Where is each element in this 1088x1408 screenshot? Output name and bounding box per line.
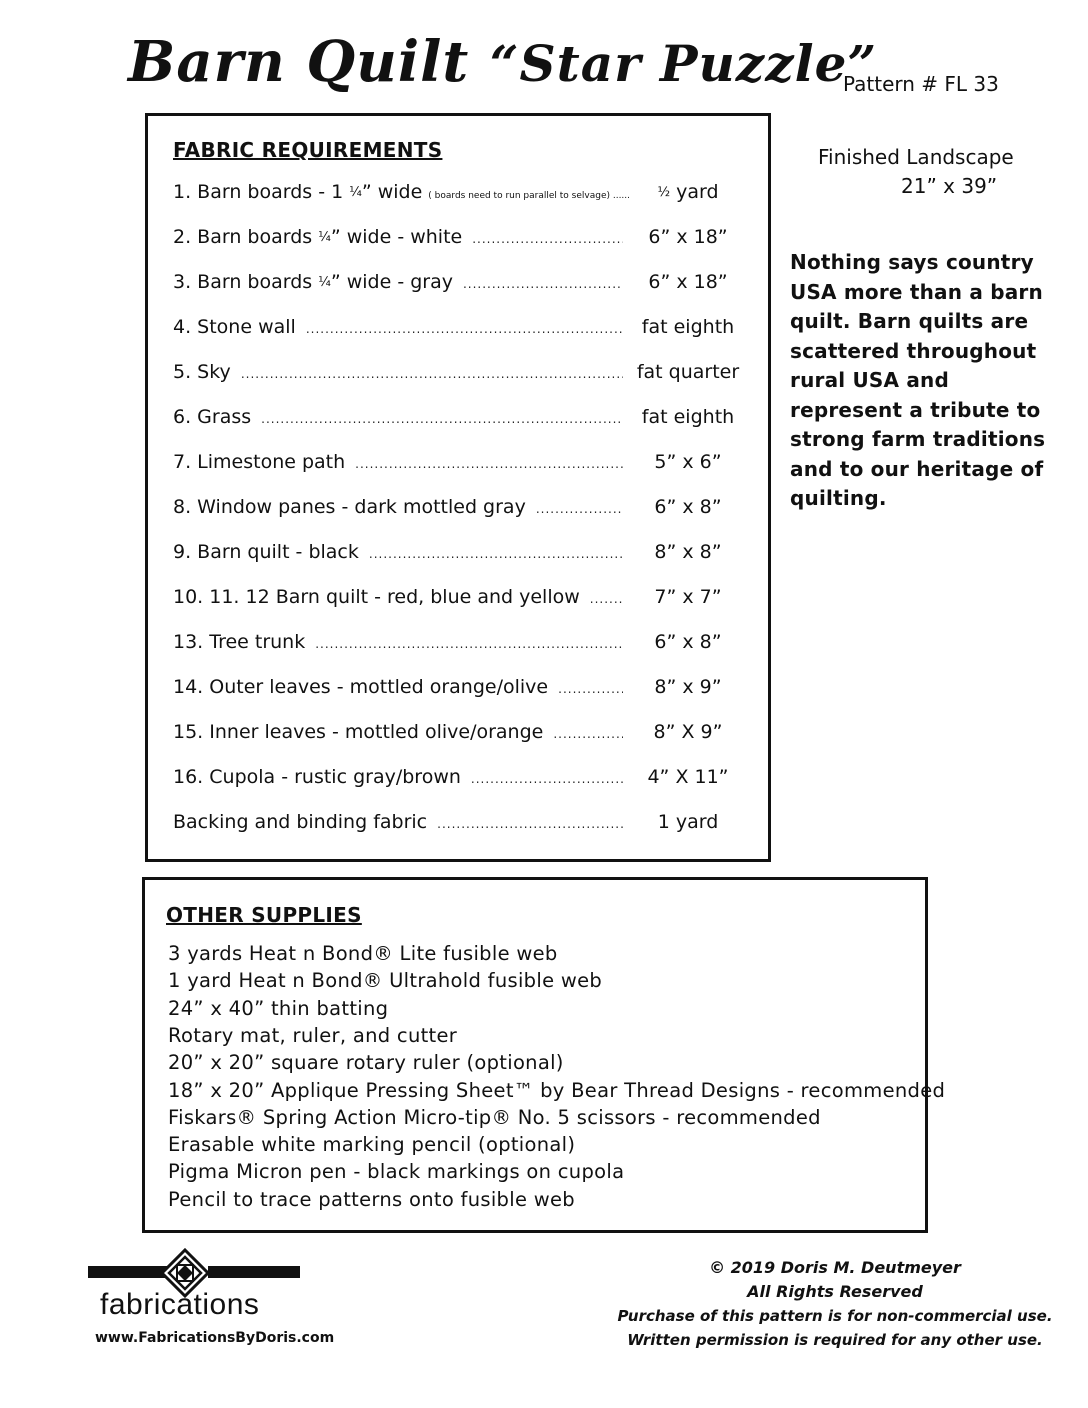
fabric-item	[173, 811, 743, 841]
supply-item: Pigma Micron pen - black markings on cupola	[168, 1160, 625, 1184]
fabric-item-label	[173, 586, 580, 608]
dot-leader	[315, 637, 623, 651]
quantity-value: 1 yard	[657, 811, 719, 833]
fabric-item-label	[173, 361, 231, 383]
quantity-value: fat eighth	[641, 406, 735, 428]
quantity-value: yard	[670, 181, 719, 203]
supply-item: 3 yards Heat n Bond® Lite fusible web	[168, 942, 558, 965]
fabric-item-fraction: ¼	[318, 275, 331, 290]
dot-leader	[306, 322, 623, 336]
fabric-item-label	[173, 541, 359, 563]
dot-leader	[536, 502, 623, 516]
fabric-item	[173, 496, 743, 526]
fabric-item-quantity	[633, 811, 743, 833]
fabric-item-quantity	[633, 451, 743, 473]
supply-item: 20” x 20” square rotary ruler (optional)	[168, 1051, 564, 1075]
fabric-item-name: Backing and binding fabric	[173, 811, 428, 833]
fabric-item	[173, 181, 743, 211]
use-note-2: Written permission is required for any other use.	[627, 1331, 1043, 1349]
fabric-item-label	[173, 766, 461, 788]
dot-leader	[369, 547, 623, 561]
fabric-item-label	[173, 496, 526, 518]
fabric-item-detail: ” wide - white	[330, 226, 463, 248]
quantity-value: 8” x 8”	[654, 541, 722, 563]
fabric-item-quantity	[633, 676, 743, 698]
supplies-heading: OTHER SUPPLIES	[166, 903, 362, 927]
quantity-value: 6” x 18”	[648, 226, 728, 248]
quantity-value: 8” x 9”	[654, 676, 722, 698]
supply-item: Pencil to trace patterns onto fusible web	[168, 1187, 575, 1211]
fabric-item	[173, 721, 743, 751]
fabric-item-label	[173, 451, 345, 473]
fabric-item-label	[173, 271, 453, 293]
fabric-item-name: 10. 11. 12 Barn quilt - red, blue and yellow	[173, 586, 580, 608]
fabric-item-name: 16. Cupola - rustic gray/brown	[173, 766, 461, 788]
logo-bar-right	[208, 1266, 300, 1278]
fabric-item-quantity	[633, 361, 743, 383]
fabric-item	[173, 226, 743, 256]
quantity-value: 4” X 11”	[647, 766, 729, 788]
quantity-value: 6” x 18”	[648, 271, 728, 293]
quantity-value: 7” x 7”	[654, 586, 722, 608]
pattern-number: Pattern # FL 33	[843, 72, 999, 96]
quantity-value: 6” x 8”	[654, 496, 722, 518]
copyright-block	[615, 1256, 1055, 1352]
quantity-value: fat quarter	[636, 361, 740, 383]
fabric-item-quantity	[633, 271, 743, 293]
fabric-item-label	[173, 316, 296, 338]
brand-url[interactable]: www.FabricationsByDoris.com	[95, 1330, 335, 1346]
fabric-item-name: 8. Window panes - dark mottled gray	[173, 496, 526, 518]
copyright-line: © 2019 Doris M. Deutmeyer	[709, 1258, 961, 1277]
fabric-item	[173, 271, 743, 301]
fabric-item-name: 1. Barn boards - 1	[173, 181, 350, 203]
dot-leader	[355, 457, 623, 471]
title-main: Barn Quilt	[128, 29, 470, 95]
fabric-item-name: 5. Sky	[173, 361, 231, 383]
fabric-item-fraction: ¼	[318, 230, 331, 245]
supply-item: Rotary mat, ruler, and cutter	[168, 1023, 458, 1047]
quantity-value: 8” X 9”	[653, 721, 723, 743]
brand-name: fabrications	[100, 1288, 260, 1321]
supply-item: 18” x 20” Applique Pressing Sheet™ by Bear Thread Designs - recommended	[168, 1078, 946, 1102]
dot-leader	[558, 682, 623, 696]
fabric-item	[173, 361, 743, 391]
fabric-item-quantity	[633, 586, 743, 608]
dot-leader	[463, 277, 623, 291]
fabric-item-name: 3. Barn boards	[173, 271, 319, 293]
fabric-item-quantity	[633, 406, 743, 428]
dot-leader	[261, 412, 623, 426]
dot-leader	[472, 232, 623, 246]
supply-item: 24” x 40” thin batting	[168, 996, 389, 1020]
dot-leader	[471, 772, 623, 786]
fabric-item	[173, 586, 743, 616]
fabric-item-quantity	[633, 721, 743, 743]
fabric-item-label	[173, 721, 543, 743]
finished-label: Finished Landscape	[818, 145, 1014, 169]
fabric-item-label	[173, 406, 251, 428]
fabric-item-quantity	[633, 541, 743, 563]
dot-leader	[241, 367, 623, 381]
description-blurb: Nothing says country USA more than a barn quilt. Barn quilts are scattered throughout rural USA and represent a tribute to strong farm traditions and to our heritage of quilting.	[790, 250, 1046, 510]
fabric-item-name: 7. Limestone path	[173, 451, 346, 473]
fabric-item-label	[173, 226, 462, 248]
fabric-item	[173, 406, 743, 436]
supply-item: Fiskars® Spring Action Micro-tip® No. 5 scissors - recommended	[168, 1105, 821, 1129]
fabric-item	[173, 541, 743, 571]
fabric-item-fraction: ¼	[349, 185, 362, 200]
quantity-value: fat eighth	[641, 316, 735, 338]
use-note-1: Purchase of this pattern is for non-commercial use.	[617, 1307, 1053, 1325]
fabric-item-quantity	[633, 496, 743, 518]
fabric-item-label	[173, 631, 305, 653]
finished-dims: 21” x 39”	[901, 174, 998, 198]
dot-leader	[553, 727, 623, 741]
rights-line: All Rights Reserved	[747, 1282, 923, 1301]
quantity-value: 5” x 6”	[654, 451, 722, 473]
fabric-item-label	[173, 181, 422, 203]
fabric-item-name: 6. Grass	[173, 406, 252, 428]
fabric-item-quantity	[633, 226, 743, 248]
finished-size	[818, 143, 1014, 201]
fabric-item	[173, 316, 743, 346]
dot-leader	[437, 817, 623, 831]
fabric-item-note: ( boards need to run parallel to selvage) ......	[428, 191, 631, 201]
fabric-item-quantity	[633, 181, 743, 203]
fabric-item-quantity	[633, 316, 743, 338]
quantity-value: 6” x 8”	[654, 631, 722, 653]
fabric-item-detail: ” wide	[361, 181, 423, 203]
fabric-item-name: 4. Stone wall	[173, 316, 296, 338]
quantity-fraction: ½	[657, 185, 671, 200]
supply-item: Erasable white marking pencil (optional)	[168, 1133, 576, 1157]
fabric-item-label	[173, 811, 427, 833]
fabric-item-name: 14. Outer leaves - mottled orange/olive	[173, 676, 549, 698]
fabric-item	[173, 766, 743, 796]
fabric-item	[173, 631, 743, 661]
fabric-heading: FABRIC REQUIREMENTS	[173, 138, 443, 162]
fabric-item-name: 9. Barn quilt - black	[173, 541, 359, 563]
fabric-item-detail: ” wide - gray	[330, 271, 453, 293]
fabric-item	[173, 451, 743, 481]
page-title	[128, 29, 878, 95]
fabric-item-name: 2. Barn boards	[173, 226, 319, 248]
fabric-item	[173, 676, 743, 706]
supply-item: 1 yard Heat n Bond® Ultrahold fusible web	[168, 969, 603, 993]
fabric-item-quantity	[633, 766, 743, 788]
fabric-item-name: 13. Tree trunk	[173, 631, 306, 653]
fabric-item-name: 15. Inner leaves - mottled olive/orange	[173, 721, 544, 743]
dot-leader	[590, 592, 623, 606]
fabric-item-label	[173, 676, 548, 698]
title-sub: “Star Puzzle”	[489, 34, 878, 93]
fabric-item-quantity	[633, 631, 743, 653]
